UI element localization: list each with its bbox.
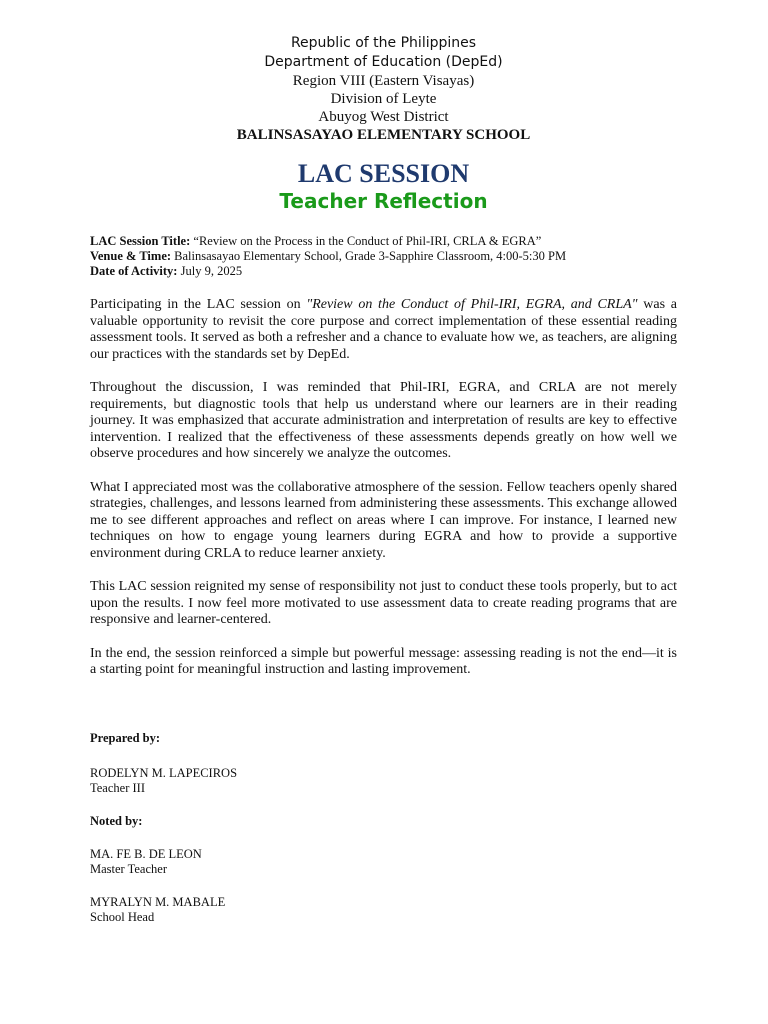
header-division: Division of Leyte — [330, 91, 437, 107]
noted-by-position-2: School Head — [90, 909, 155, 924]
document-header — [90, 34, 677, 214]
venue-value: Balinsasayao Elementary School, Grade 3-Sapphire Classroom, 4:00-5:30 PM — [174, 249, 567, 263]
session-title-value: “Review on the Process in the Conduct of Phil-IRI, CRLA & EGRA” — [193, 234, 542, 248]
reflection-paragraph-3: What I appreciated most was the collaborative atmosphere of the session. Fellow teachers openly shared strategies, challenges, and lessons learned from administering these assessments. This exchange allowed me to see different approaches and reflect on areas where I can improve. For instance, I learned new techniques on how to engage young learners during EGRA and how to provide a supportive environment during CRLA to reduce learner anxiety. — [90, 479, 677, 561]
header-school-name: BALINSASAYAO ELEMENTARY SCHOOL — [236, 127, 531, 143]
paragraph-1-text-end: was a valuable opportunity to revisit the core purpose and correct implementation of these essential reading assessment tools. It served as both a refresher and a chance to evaluate how we, as teachers, are aligning our practices with the standards set by DepEd. — [90, 297, 677, 362]
reflection-paragraph-4: This LAC session reignited my sense of responsibility not just to conduct these tools properly, but to act upon the results. I now feel more motivated to use assessment data to create reading programs that are responsive and learner-centered. — [90, 579, 677, 627]
header-region: Region VIII (Eastern Visayas) — [292, 73, 475, 89]
header-department: Department of Education (DepEd) — [264, 54, 503, 70]
reflection-paragraph-2: Throughout the discussion, I was reminded that Phil-IRI, EGRA, and CRLA are not merely requirements, but diagnostic tools that help us understand where our learners are in their reading journey. It was emphasized that accurate administration and interpretation of results are key to effective intervention. I realized that the effectiveness of these assessments depends greatly on how well we observe procedures and how sincerely we analyze the outcomes. — [90, 380, 677, 461]
noted-by-label: Noted by: — [90, 813, 143, 828]
venue-label: Venue & Time: — [90, 249, 172, 263]
noted-by-name-1: MA. FE B. DE LEON — [90, 846, 202, 861]
prepared-by-label: Prepared by: — [90, 730, 161, 745]
document-title: LAC SESSION — [297, 159, 470, 188]
noted-by-position-1: Master Teacher — [90, 861, 167, 876]
signatories — [90, 731, 677, 925]
prepared-by-name: RODELYN M. LAPECIROS — [90, 765, 238, 780]
date-row — [90, 264, 677, 279]
reflection-paragraph-5: In the end, the session reinforced a simple but powerful message: assessing reading is not the end—it is a starting point for meaningful instruction and lasting improvement. — [90, 645, 677, 677]
session-title-row — [90, 234, 677, 249]
document-subtitle: Teacher Reflection — [279, 189, 488, 213]
header-district: Abuyog West District — [318, 109, 449, 125]
date-value: July 9, 2025 — [180, 264, 243, 278]
session-title-label: LAC Session Title: — [90, 234, 191, 248]
venue-row — [90, 249, 677, 264]
prepared-by-position: Teacher III — [90, 780, 145, 795]
paragraph-1-session-name: "Review on the Conduct of Phil-IRI, EGRA, and CRLA" — [306, 297, 638, 312]
paragraph-1-text-start: Participating in the LAC session on — [90, 297, 307, 312]
date-label: Date of Activity: — [90, 264, 178, 278]
session-details — [90, 234, 677, 279]
reflection-paragraph-1 — [90, 297, 677, 363]
header-republic: Republic of the Philippines — [290, 35, 477, 51]
document-page — [90, 34, 677, 925]
noted-by-name-2: MYRALYN M. MABALE — [90, 894, 226, 909]
